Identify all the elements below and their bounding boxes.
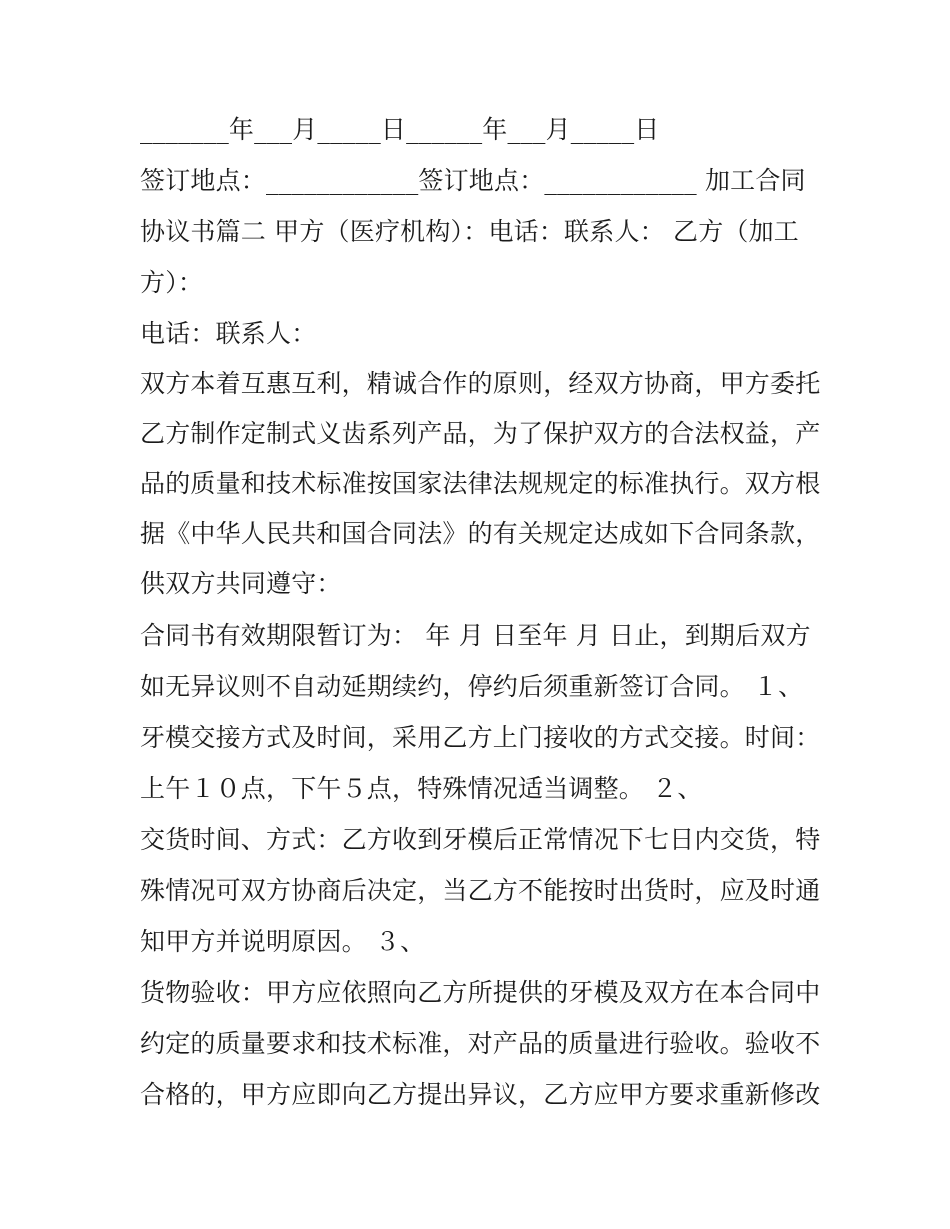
paragraph-line: 知甲方并说明原因。 ３、 [140, 927, 426, 956]
paragraph-line: 殊情况可双方协商后决定，当乙方不能按时出货时，应及时通 [140, 876, 821, 905]
paragraph-line: 交货时间、方式：乙方收到牙模后正常情况下七日内交货，特 [140, 825, 821, 854]
paragraph-line: 约定的质量要求和技术标准，对产品的质量进行验收。验收不 [140, 1029, 821, 1058]
paragraph-line: 品的质量和技术标准按国家法律法规规定的标准执行。双方根 [140, 469, 821, 498]
paragraph-line: 货物验收：甲方应依照向乙方所提供的牙模及双方在本合同中 [140, 978, 821, 1007]
paragraph-line: 如无异议则不自动延期续约，停约后须重新签订合同。 １、 [140, 672, 804, 701]
paragraph-line: 方）： [140, 268, 204, 297]
paragraph-line: 合格的，甲方应即向乙方提出异议，乙方应甲方要求重新修改 [140, 1080, 821, 1109]
paragraph-line: 供双方共同遵守： [140, 569, 342, 598]
paragraph-line: 电话：联系人： [140, 319, 317, 348]
paragraph-line: 上午１０点，下午５点，特殊情况适当调整。 ２、 [140, 774, 703, 803]
date-signature-line: _______年___月_____日______年___月_____日 [140, 115, 660, 144]
paragraph-line: 协议书篇二 甲方（医疗机构）：电话：联系人： 乙方（加工 [140, 217, 799, 246]
paragraph-line: 合同书有效期限暂订为： 年 月 日至年 月 日止，到期后双方 [140, 621, 811, 650]
paragraph-line: 据《中华人民共和国合同法》的有关规定达成如下合同条款， [140, 519, 821, 548]
paragraph-line: 牙模交接方式及时间，采用乙方上门接收的方式交接。时间： [140, 723, 821, 752]
signing-location-line: 签订地点：____________签订地点：____________ 加工合同 [140, 166, 806, 195]
paragraph-line: 乙方制作定制式义齿系列产品，为了保护双方的合法权益，产 [140, 419, 821, 448]
paragraph-line: 双方本着互惠互利，精诚合作的原则，经双方协商，甲方委托 [140, 369, 821, 398]
